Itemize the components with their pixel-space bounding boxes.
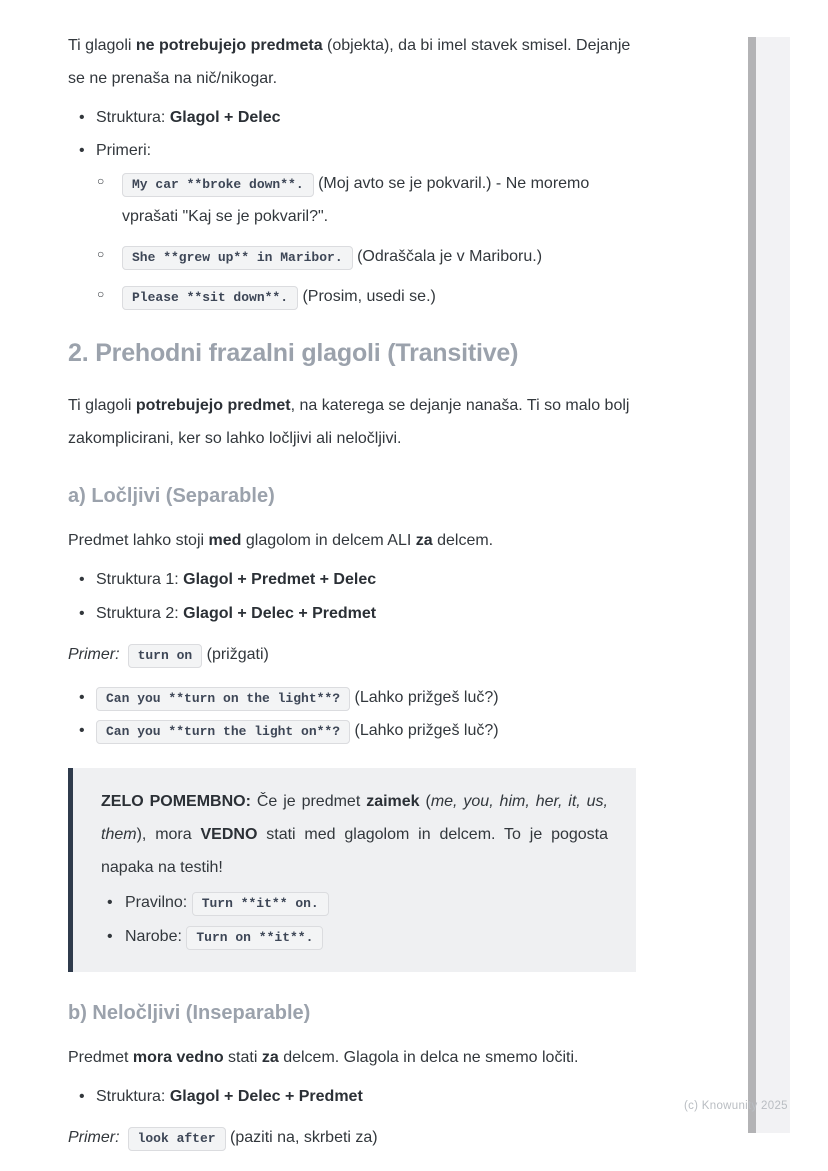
watermark-text: (c) Knowunity 2025 xyxy=(684,1100,788,1112)
text-run: Ti glagoli xyxy=(68,37,136,54)
bold-text: VEDNO xyxy=(200,826,258,844)
bold-text: Glagol + Delec xyxy=(169,108,281,126)
list-item xyxy=(68,598,636,631)
text-run: Struktura 2: xyxy=(96,605,184,623)
text-run: (objekta), da bi imel stavek smisel. Dejanje se ne prenaša na nič/nikogar. xyxy=(68,37,631,87)
text-run: Struktura 1: xyxy=(96,571,184,589)
text-run: (Prosim, usedi se.) xyxy=(298,287,436,305)
bold-text: Glagol + Delec + Predmet xyxy=(183,605,377,623)
text-run: (prižgati) xyxy=(202,645,269,663)
example-item xyxy=(96,281,636,314)
subsection-heading-inseparable: b) Neločljivi (Inseparable) xyxy=(68,1002,311,1025)
primer-line xyxy=(68,639,636,672)
text-run: Narobe: xyxy=(125,928,187,946)
text-run: Če je predmet xyxy=(250,793,367,811)
text-run: Predmet lahko stoji xyxy=(68,532,209,550)
intro-paragraph xyxy=(68,30,636,96)
text-run: delcem. xyxy=(432,532,494,550)
primer-line xyxy=(68,1122,636,1155)
structures-list xyxy=(68,564,636,631)
bold-text: Glagol + Delec + Predmet xyxy=(169,1088,363,1106)
inline-code: Can you **turn the light on**? xyxy=(96,720,350,744)
example-item xyxy=(96,168,636,234)
text-run: , na katerega se dejanje nanaša. Ti so malo bolj zakomplicirani, ker so lahko ločljivi ali neločljivi. xyxy=(68,396,630,447)
bold-text: za xyxy=(261,1049,279,1067)
inline-code: look after xyxy=(128,1127,226,1151)
examples-sublist xyxy=(96,168,636,313)
inline-code: Turn **it** on. xyxy=(192,892,329,916)
list-item xyxy=(68,1081,636,1114)
text-run: Struktura: xyxy=(96,1088,170,1106)
bold-text: za xyxy=(415,532,433,550)
text-run: (Odraščala je v Mariboru.) xyxy=(352,247,543,265)
important-callout xyxy=(68,768,636,972)
text-run: stati med glagolom in delcem. To je pogosta napaka na testih! xyxy=(101,826,609,876)
inseparable-structure-list xyxy=(68,1081,636,1114)
separable-paragraph xyxy=(68,525,636,558)
subsection-heading-separable: a) Ločljivi (Separable) xyxy=(68,485,275,508)
text-run: ), mora xyxy=(136,826,201,844)
text-run: delcem. Glagola in delca ne smemo ločiti. xyxy=(278,1049,579,1067)
text-run: glagolom in delcem ALI xyxy=(241,532,416,550)
text-run: (Lahko prižgeš luč?) xyxy=(350,722,499,740)
inline-code: My car **broke down**. xyxy=(122,173,314,197)
bold-text: zaimek xyxy=(366,793,420,811)
example-item xyxy=(68,715,636,748)
italic-text: me, you, him, her, it, us, them xyxy=(101,793,609,844)
text-run: ( xyxy=(419,793,431,811)
inline-code: Turn on **it**. xyxy=(186,926,323,950)
turn-on-examples-list xyxy=(68,682,636,749)
bold-text: mora vedno xyxy=(132,1049,224,1067)
inline-code: She **grew up** in Maribor. xyxy=(122,246,353,270)
transitive-paragraph xyxy=(68,390,636,456)
bold-text: Glagol + Predmet + Delec xyxy=(183,571,377,589)
bold-text: ZELO POMEMBNO: xyxy=(101,793,251,811)
example-item xyxy=(68,682,636,715)
primer-label: Primer: xyxy=(68,1128,120,1146)
bold-text: potrebujejo predmet xyxy=(135,396,291,414)
text-run: (Moj avto se je pokvaril.) - Ne moremo vprašati "Kaj se je pokvaril?". xyxy=(122,175,590,225)
list-item xyxy=(68,564,636,597)
document-content xyxy=(68,30,636,1165)
text-run: Ti glagoli xyxy=(68,396,136,414)
bold-text: ne potrebujejo predmeta xyxy=(135,37,323,54)
bold-text: med xyxy=(208,532,242,550)
text-run: (Lahko prižgeš luč?) xyxy=(350,688,499,706)
intransitive-list xyxy=(68,102,636,314)
callout-item-correct xyxy=(101,887,608,920)
callout-paragraph xyxy=(101,786,608,884)
text-run: Struktura: xyxy=(96,108,170,126)
text-run: Predmet xyxy=(68,1049,133,1067)
text-run: (paziti na, skrbeti za) xyxy=(225,1128,378,1146)
inline-code: Please **sit down**. xyxy=(122,286,298,310)
example-item xyxy=(96,241,636,274)
inseparable-paragraph xyxy=(68,1042,636,1075)
primer-label: Primer: xyxy=(68,645,120,663)
text-run: Primeri: xyxy=(96,142,152,160)
list-item xyxy=(68,135,636,313)
inline-code: turn on xyxy=(128,644,203,668)
text-run: Pravilno: xyxy=(125,893,192,911)
callout-list xyxy=(101,887,608,955)
inline-code: Can you **turn on the light**? xyxy=(96,687,350,711)
callout-item-wrong xyxy=(101,921,608,954)
text-run: stati xyxy=(223,1049,262,1067)
scrollbar-track[interactable] xyxy=(748,37,790,1133)
section-heading-transitive: 2. Prehodni frazalni glagoli (Transitive) xyxy=(68,339,519,368)
list-item xyxy=(68,102,636,135)
scrollbar-thumb[interactable] xyxy=(748,37,756,1133)
